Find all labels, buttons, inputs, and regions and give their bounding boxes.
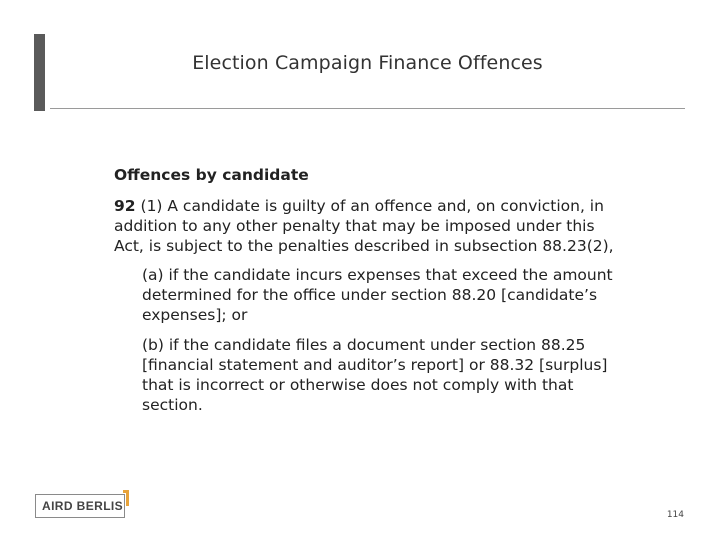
logo-text: AIRD BERLIS	[42, 499, 124, 513]
clause-a: (a) if the candidate incurs expenses that exceed the amount determined for the office under section 88.20 [candidate’s expenses]; or	[142, 266, 613, 324]
logo-accent-corner	[123, 490, 129, 506]
title-divider	[50, 108, 685, 109]
section-number: 92	[114, 197, 136, 215]
title-accent-bar	[34, 34, 45, 111]
section-intro-text: (1) A candidate is guilty of an offence and, on conviction, in addition to any other penalty that may be imposed under this Act, is subject to the penalties described in subsection 88.23(2),	[114, 197, 614, 255]
clause-b: (b) if the candidate files a document under section 88.25 [financial statement and auditor’s report] or 88.32 [surplus] that is incorrect or otherwise does not comply with that section.	[142, 336, 608, 414]
slide-title: Election Campaign Finance Offences	[192, 52, 543, 74]
slide-content	[114, 165, 629, 425]
section-paragraph	[114, 196, 629, 256]
section-heading: Offences by candidate	[114, 166, 309, 184]
aird-berlis-logo	[35, 490, 129, 520]
page-number: 114	[666, 510, 684, 520]
